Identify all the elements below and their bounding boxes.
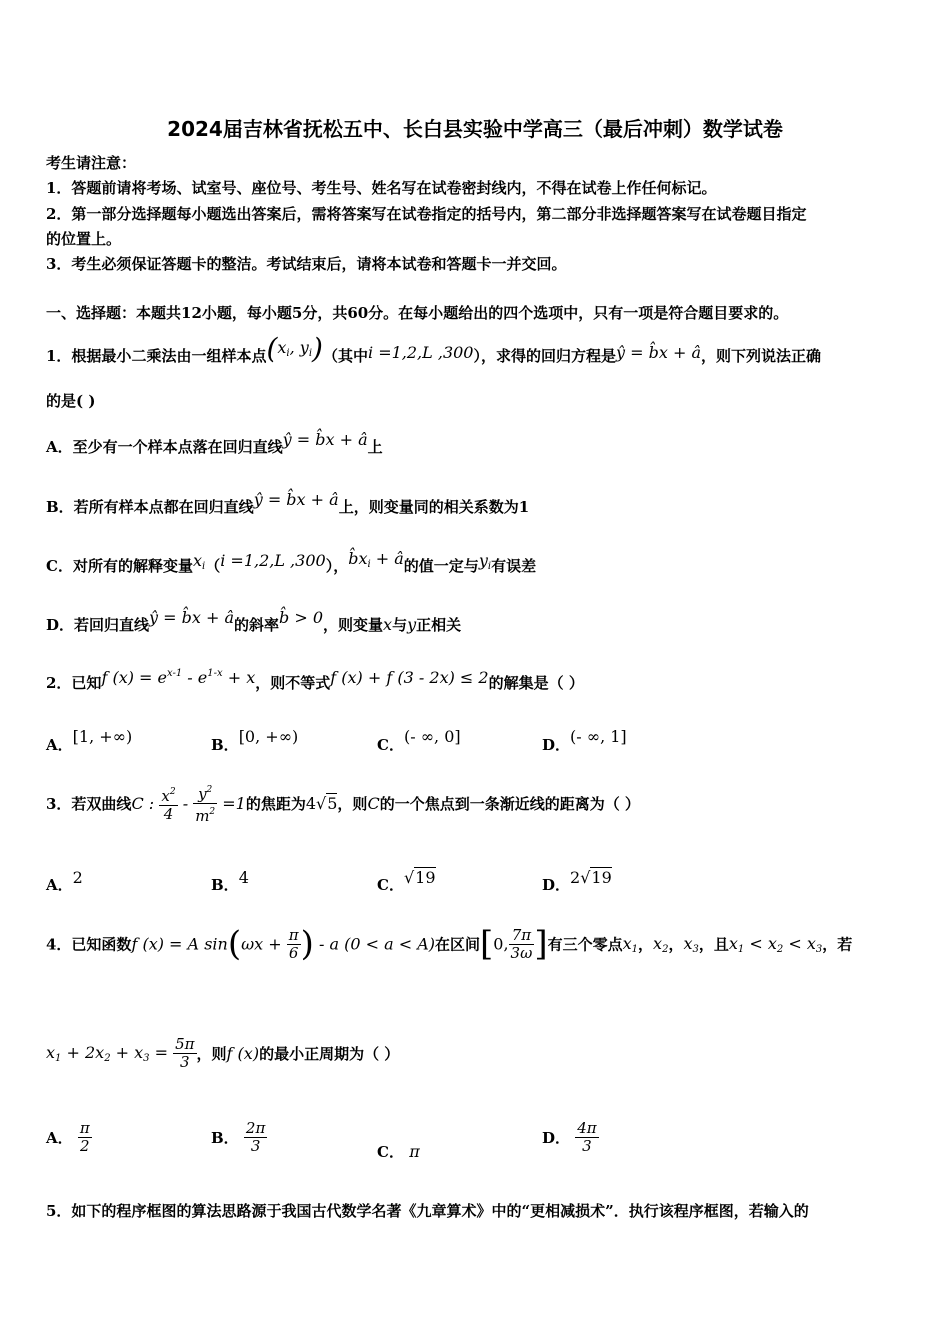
notice-item-2: 2．第一部分选择题每小题选出答案后，需将答案写在试卷指定的括号内，第二部分非选择题答案写在试卷题目指定: [46, 205, 807, 223]
q2-option-b: B．[0, +∞): [211, 727, 299, 754]
question-5-stem: 5．如下的程序框图的算法思路源于我国古代数学名著《九章算术》中的“更相减损术”．执行该程序框图，若输入的: [46, 1202, 809, 1220]
q1-option-c: C．对所有的解释变量$x_i(i =1,2,L$ ,300），$b̂x_i$ + â的值一定与$y_i$有误差: [46, 549, 537, 575]
notice-item-3: 3．考生必须保证答题卡的整洁。考试结束后，请将本试卷和答题卡一并交回。: [46, 255, 567, 273]
q3-option-d: D．2√19: [542, 868, 612, 894]
q1-option-d: D．若回归直线ŷ = b̂x + â的斜率b̂ > 0，则变量x与y正相关: [46, 608, 462, 634]
q4-option-d: D． $\frac{4\pi}{3}$: [542, 1119, 597, 1155]
q1-text: 1．根据最小二乘法由一组样本点: [46, 347, 267, 365]
q1-text-2: （其中: [322, 347, 368, 365]
q2-option-d: D．(- ∞, 1]: [542, 727, 627, 754]
q1-text-3: ），求得的回归方程是: [473, 347, 616, 365]
q3-option-b: B．4: [211, 868, 249, 894]
question-2-stem: 2．已知f $(x) = e^{x-1} - e^{1-x} + x$，则不等式f (x) + f (3 - 2x) ≤ 2的解集是（ ）: [46, 668, 584, 692]
notice-item-1: 1．答题前请将考场、试室号、座位号、考生号、姓名写在试卷密封线内，不得在试卷上作任何标记。: [46, 179, 717, 197]
q3-option-a: A．2: [46, 868, 83, 894]
notice-heading: 考生请注意：: [46, 154, 137, 172]
q1-text-4: ，则下列说法正确: [701, 347, 822, 365]
q4-option-c: C． π: [377, 1142, 420, 1161]
question-3-stem: 3．若双曲线C : $\frac{x^2}{4}$ - $\frac{y^2}{m^2}$ =1的焦距为4√5，则C的一个焦点到一条渐近线的距离为（ ）: [46, 782, 640, 825]
q1-option-a: A．至少有一个样本点落在回归直线ŷ = b̂x + â上: [46, 430, 383, 456]
q1-regression-eq: ŷ = b̂x + â: [616, 343, 701, 362]
q1-sample-point: ($x_i$, $y_i$): [266, 332, 323, 365]
question-1-stem: [46, 332, 821, 366]
section-heading: 一、选择题：本题共12小题，每小题5分，共60分。在每小题给出的四个选项中，只有一项是符合题目要求的。: [46, 304, 789, 322]
q1-option-b: B．若所有样本点都在回归直线ŷ = b̂x + â上，则变量同的相关系数为1: [46, 490, 530, 516]
q2-option-a: A．[1, +∞): [46, 727, 133, 754]
q1-index-range: i =1,2,L ,300: [368, 343, 474, 362]
question-1-stem-cont: 的是( ): [46, 392, 96, 410]
q4-option-b: B． $\frac{2\pi}{3}$: [211, 1119, 266, 1155]
notice-item-2-cont: 的位置上。: [46, 230, 122, 248]
q3-option-c: C．√19: [377, 868, 436, 894]
page-title: 2024届吉林省抚松五中、长白县实验中学高三（最后冲刺）数学试卷: [167, 117, 783, 141]
question-4-stem: 4．已知函数f (x) = A sin(ωx + $\frac{\pi}{6}$ ) - a (0 < a < A)在区间[0, $\frac{7\pi}{3\omega}$ ]有三个零点$x_1$，$x_2$，$x_3$，且$x_1 < x_2 < x_3$，若: [46, 924, 853, 964]
q2-option-c: C．(- ∞, 0]: [377, 727, 461, 754]
question-4-stem-cont: $x_1 + 2x_2 + x_3$ = $\frac{5\pi}{3}$ ，则f (x)的最小正周期为（ ）: [46, 1035, 400, 1071]
q4-option-a: A． $\frac{\pi}{2}$: [46, 1119, 90, 1155]
